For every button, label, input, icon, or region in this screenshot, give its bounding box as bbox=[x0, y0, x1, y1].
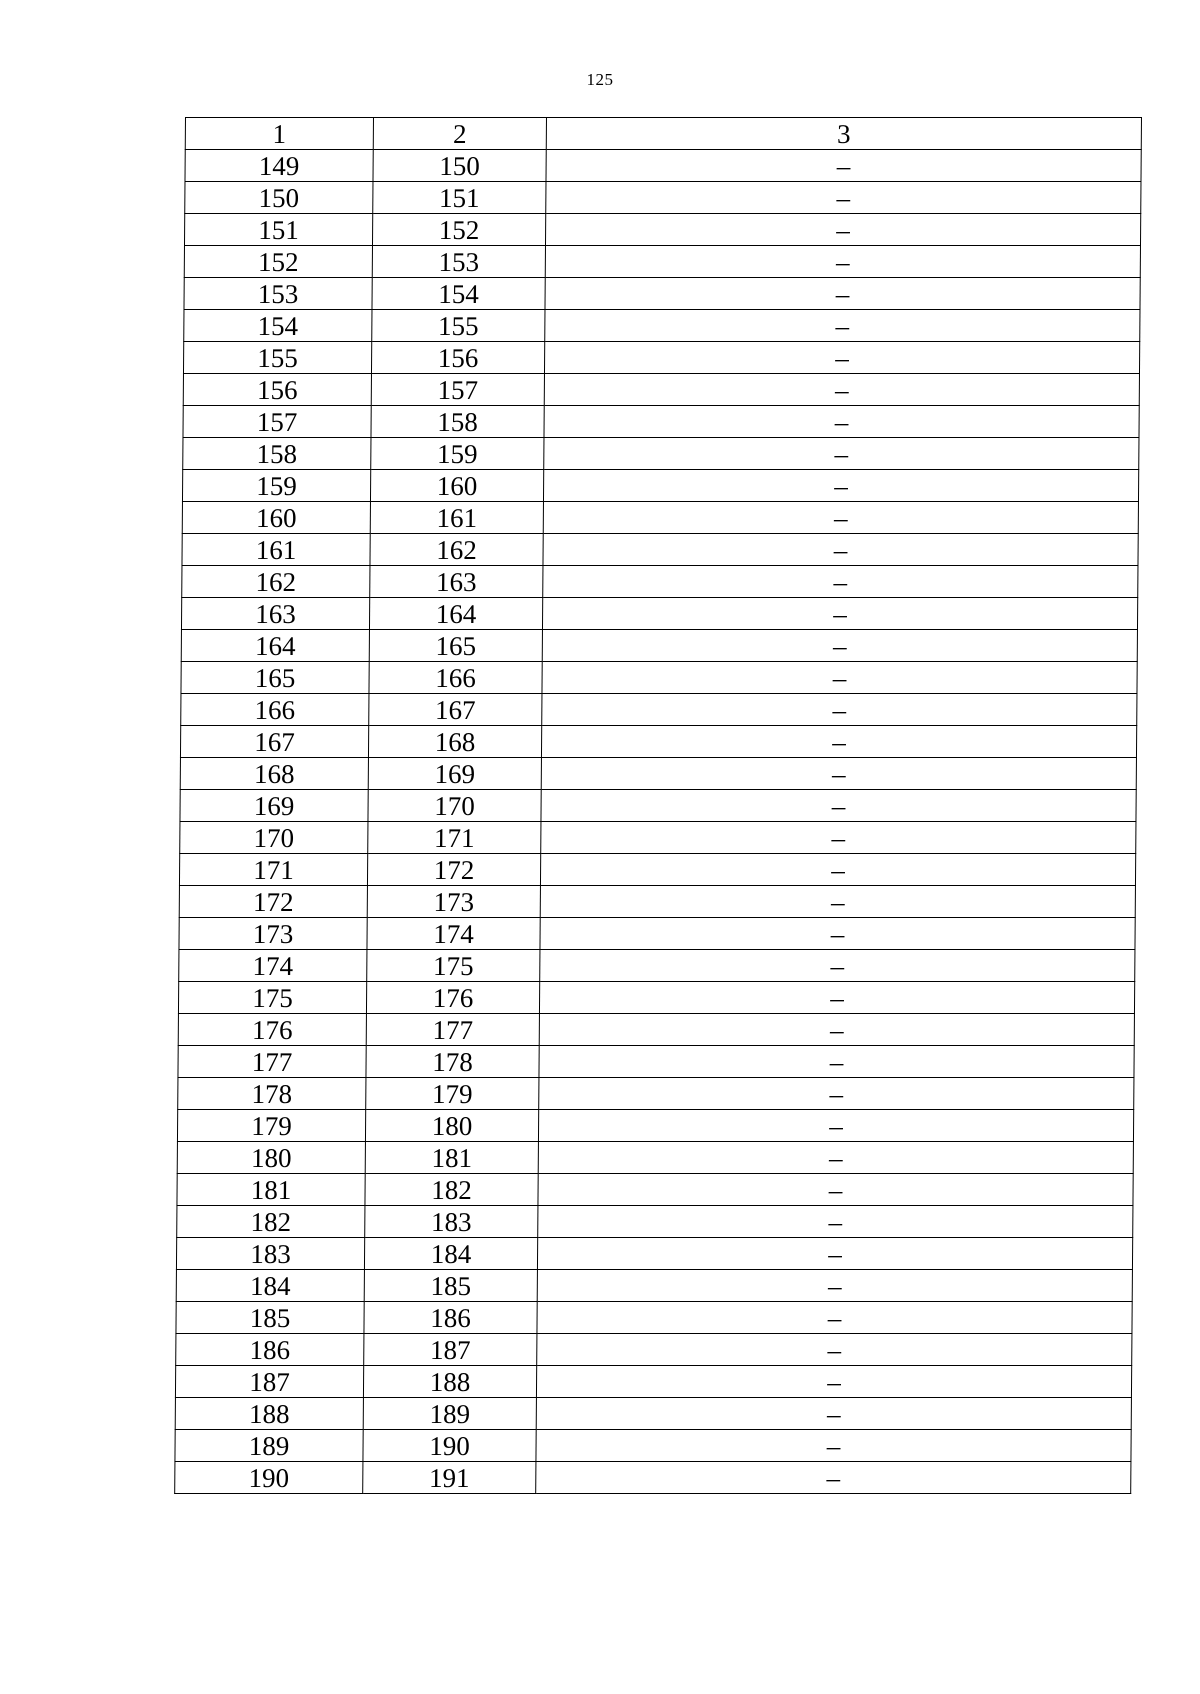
table-row bbox=[178, 1046, 1134, 1078]
table-cell-col-1: 171 bbox=[179, 854, 367, 886]
table-row bbox=[180, 790, 1136, 822]
table-row bbox=[179, 950, 1135, 982]
table-cell-col-2: 181 bbox=[365, 1142, 538, 1174]
table-cell-col-1: 176 bbox=[178, 1014, 366, 1046]
table-cell-col-1: 160 bbox=[182, 502, 370, 534]
table-row bbox=[184, 278, 1140, 310]
table-cell-col-2: 176 bbox=[366, 982, 539, 1014]
table-row bbox=[185, 150, 1141, 182]
table-row bbox=[175, 1462, 1131, 1494]
table-cell-col-3: – bbox=[543, 502, 1138, 534]
table-cell-col-1: 188 bbox=[175, 1398, 363, 1430]
table-cell-col-1: 162 bbox=[182, 566, 370, 598]
table-cell-col-2: 165 bbox=[369, 630, 542, 662]
table-cell-col-3: – bbox=[536, 1398, 1131, 1430]
table-row bbox=[184, 214, 1140, 246]
table-cell-col-2: 151 bbox=[373, 182, 546, 214]
table-row bbox=[175, 1430, 1131, 1462]
table-row bbox=[181, 662, 1137, 694]
table-cell-col-3: – bbox=[542, 694, 1137, 726]
table-cell-col-3: – bbox=[539, 1014, 1134, 1046]
table-cell-col-3: – bbox=[536, 1366, 1131, 1398]
table-cell-col-1: 156 bbox=[183, 374, 371, 406]
table-cell-col-3: – bbox=[538, 1110, 1133, 1142]
table-row bbox=[175, 1398, 1131, 1430]
table-row bbox=[183, 374, 1139, 406]
table-row bbox=[180, 822, 1136, 854]
table-cell-col-3: – bbox=[544, 438, 1139, 470]
table-row bbox=[178, 1078, 1134, 1110]
table-row bbox=[182, 566, 1138, 598]
table-cell-col-3: – bbox=[536, 1462, 1131, 1494]
table-cell-col-2: 152 bbox=[372, 214, 545, 246]
table-cell-col-1: 168 bbox=[180, 758, 368, 790]
table-body bbox=[175, 118, 1142, 1494]
table-cell-col-2: 184 bbox=[364, 1238, 537, 1270]
table-row bbox=[179, 854, 1135, 886]
table-cell-col-3: – bbox=[540, 950, 1135, 982]
table-cell-col-3: – bbox=[541, 726, 1136, 758]
table-cell-col-2: 188 bbox=[363, 1366, 536, 1398]
table-cell-col-1: 173 bbox=[179, 918, 367, 950]
table-cell-col-1: 167 bbox=[180, 726, 368, 758]
table-cell-col-3: – bbox=[545, 278, 1140, 310]
table-row bbox=[181, 694, 1137, 726]
data-table bbox=[174, 117, 1142, 1494]
table-cell-col-1: 179 bbox=[177, 1110, 365, 1142]
table-cell-col-1: 164 bbox=[181, 630, 369, 662]
table-cell-col-3: – bbox=[537, 1270, 1132, 1302]
table-cell-col-1: 175 bbox=[178, 982, 366, 1014]
table-row bbox=[179, 886, 1135, 918]
table-cell-col-2: 171 bbox=[368, 822, 541, 854]
table-cell-col-1: 165 bbox=[181, 662, 369, 694]
table-cell-col-2: 178 bbox=[366, 1046, 539, 1078]
table-cell-col-1: 159 bbox=[182, 470, 370, 502]
table-cell-col-1: 166 bbox=[181, 694, 369, 726]
table-cell-col-2: 169 bbox=[368, 758, 541, 790]
table-cell-col-1: 170 bbox=[180, 822, 368, 854]
table-cell-col-2: 182 bbox=[365, 1174, 538, 1206]
table-row bbox=[183, 342, 1139, 374]
table-cell-col-2: 160 bbox=[370, 470, 543, 502]
table-cell-col-3: – bbox=[540, 854, 1135, 886]
table-row bbox=[182, 470, 1138, 502]
table-cell-col-1: 163 bbox=[181, 598, 369, 630]
table-cell-col-2: 150 bbox=[373, 150, 546, 182]
table-row bbox=[177, 1142, 1133, 1174]
table-row bbox=[176, 1334, 1132, 1366]
table-cell-col-3: – bbox=[539, 982, 1134, 1014]
table-cell-col-1: 172 bbox=[179, 886, 367, 918]
table-cell-col-2: 191 bbox=[363, 1462, 536, 1494]
table-row bbox=[181, 630, 1137, 662]
table-cell-col-2: 190 bbox=[363, 1430, 536, 1462]
table-cell-col-2: 158 bbox=[371, 406, 544, 438]
table-cell-col-1: 186 bbox=[176, 1334, 364, 1366]
table-cell-col-2: 166 bbox=[369, 662, 542, 694]
table-cell-col-1: 174 bbox=[179, 950, 367, 982]
table-cell-col-1: 190 bbox=[175, 1462, 363, 1494]
table-cell-col-2: 167 bbox=[369, 694, 542, 726]
table-cell-col-1: 158 bbox=[183, 438, 371, 470]
table-cell-col-1: 185 bbox=[176, 1302, 364, 1334]
table-row bbox=[185, 182, 1141, 214]
table-cell-col-3: – bbox=[538, 1206, 1133, 1238]
table-cell-col-3: – bbox=[543, 566, 1138, 598]
page-number: 125 bbox=[586, 70, 614, 89]
table-cell-col-3: – bbox=[543, 470, 1138, 502]
table-row bbox=[180, 726, 1136, 758]
table-cell-col-1: 180 bbox=[177, 1142, 365, 1174]
table-row bbox=[182, 534, 1138, 566]
table-cell-col-3: – bbox=[541, 822, 1136, 854]
table-cell-col-2: 183 bbox=[365, 1206, 538, 1238]
table-row bbox=[182, 502, 1138, 534]
table-cell-col-1: 161 bbox=[182, 534, 370, 566]
table-cell-col-2: 163 bbox=[370, 566, 543, 598]
table-cell-col-1: 187 bbox=[175, 1366, 363, 1398]
table-cell-col-3: – bbox=[546, 182, 1141, 214]
column-header-3: 3 bbox=[546, 118, 1141, 150]
table-row bbox=[176, 1270, 1132, 1302]
table-cell-col-2: 164 bbox=[369, 598, 542, 630]
table-cell-col-3: – bbox=[545, 310, 1140, 342]
table-cell-col-2: 172 bbox=[367, 854, 540, 886]
table-cell-col-2: 186 bbox=[364, 1302, 537, 1334]
table-cell-col-1: 184 bbox=[176, 1270, 364, 1302]
table-cell-col-3: – bbox=[542, 662, 1137, 694]
table-row bbox=[179, 918, 1135, 950]
table-cell-col-2: 153 bbox=[372, 246, 545, 278]
table-cell-col-2: 189 bbox=[363, 1398, 536, 1430]
table-cell-col-1: 153 bbox=[184, 278, 372, 310]
table-row bbox=[184, 310, 1140, 342]
table-cell-col-2: 161 bbox=[370, 502, 543, 534]
table-cell-col-3: – bbox=[539, 1046, 1134, 1078]
table-row bbox=[184, 246, 1140, 278]
table-cell-col-1: 157 bbox=[183, 406, 371, 438]
table-row bbox=[183, 406, 1139, 438]
table-cell-col-1: 178 bbox=[178, 1078, 366, 1110]
table-row bbox=[178, 1014, 1134, 1046]
table-cell-col-3: – bbox=[545, 214, 1140, 246]
table-cell-col-3: – bbox=[541, 758, 1136, 790]
table-row bbox=[176, 1302, 1132, 1334]
table-row bbox=[177, 1206, 1133, 1238]
table-cell-col-1: 155 bbox=[183, 342, 371, 374]
table-cell-col-2: 173 bbox=[367, 886, 540, 918]
table-cell-col-3: – bbox=[546, 150, 1141, 182]
table-cell-col-2: 162 bbox=[370, 534, 543, 566]
table-cell-col-2: 170 bbox=[368, 790, 541, 822]
table-cell-col-3: – bbox=[537, 1302, 1132, 1334]
table-header-row bbox=[185, 118, 1141, 150]
table-cell-col-2: 179 bbox=[366, 1078, 539, 1110]
table-row bbox=[176, 1238, 1132, 1270]
table-row bbox=[175, 1366, 1131, 1398]
table-row bbox=[178, 982, 1134, 1014]
table-cell-col-3: – bbox=[543, 534, 1138, 566]
table-cell-col-3: – bbox=[544, 374, 1139, 406]
table-cell-col-1: 151 bbox=[184, 214, 372, 246]
table-row bbox=[177, 1174, 1133, 1206]
table-cell-col-3: – bbox=[544, 406, 1139, 438]
table-cell-col-1: 152 bbox=[184, 246, 372, 278]
table-cell-col-1: 181 bbox=[177, 1174, 365, 1206]
table-cell-col-1: 150 bbox=[185, 182, 373, 214]
table-cell-col-2: 155 bbox=[372, 310, 545, 342]
table-cell-col-2: 154 bbox=[372, 278, 545, 310]
table-cell-col-2: 174 bbox=[367, 918, 540, 950]
table-cell-col-1: 169 bbox=[180, 790, 368, 822]
table-row bbox=[181, 598, 1137, 630]
table-cell-col-2: 175 bbox=[367, 950, 540, 982]
table-cell-col-1: 182 bbox=[177, 1206, 365, 1238]
table-cell-col-3: – bbox=[544, 342, 1139, 374]
table-cell-col-1: 183 bbox=[176, 1238, 364, 1270]
table-row bbox=[183, 438, 1139, 470]
table-cell-col-2: 185 bbox=[364, 1270, 537, 1302]
table-cell-col-3: – bbox=[537, 1334, 1132, 1366]
column-header-1: 1 bbox=[185, 118, 373, 150]
table-cell-col-2: 187 bbox=[364, 1334, 537, 1366]
table-cell-col-3: – bbox=[540, 918, 1135, 950]
column-header-2: 2 bbox=[373, 118, 546, 150]
table-cell-col-3: – bbox=[545, 246, 1140, 278]
table-cell-col-3: – bbox=[538, 1142, 1133, 1174]
table-cell-col-2: 157 bbox=[371, 374, 544, 406]
table-cell-col-3: – bbox=[542, 630, 1137, 662]
table-cell-col-3: – bbox=[536, 1430, 1131, 1462]
table-cell-col-2: 156 bbox=[371, 342, 544, 374]
table-cell-col-3: – bbox=[541, 790, 1136, 822]
table-row bbox=[177, 1110, 1133, 1142]
table-cell-col-1: 177 bbox=[178, 1046, 366, 1078]
table-cell-col-1: 189 bbox=[175, 1430, 363, 1462]
table-cell-col-3: – bbox=[540, 886, 1135, 918]
table-cell-col-2: 159 bbox=[371, 438, 544, 470]
table-cell-col-2: 180 bbox=[365, 1110, 538, 1142]
table-cell-col-2: 177 bbox=[366, 1014, 539, 1046]
table-cell-col-3: – bbox=[537, 1238, 1132, 1270]
table-cell-col-3: – bbox=[542, 598, 1137, 630]
table-cell-col-1: 154 bbox=[184, 310, 372, 342]
table-row bbox=[180, 758, 1136, 790]
table-cell-col-3: – bbox=[539, 1078, 1134, 1110]
table-cell-col-1: 149 bbox=[185, 150, 373, 182]
table-cell-col-2: 168 bbox=[368, 726, 541, 758]
table-cell-col-3: – bbox=[538, 1174, 1133, 1206]
